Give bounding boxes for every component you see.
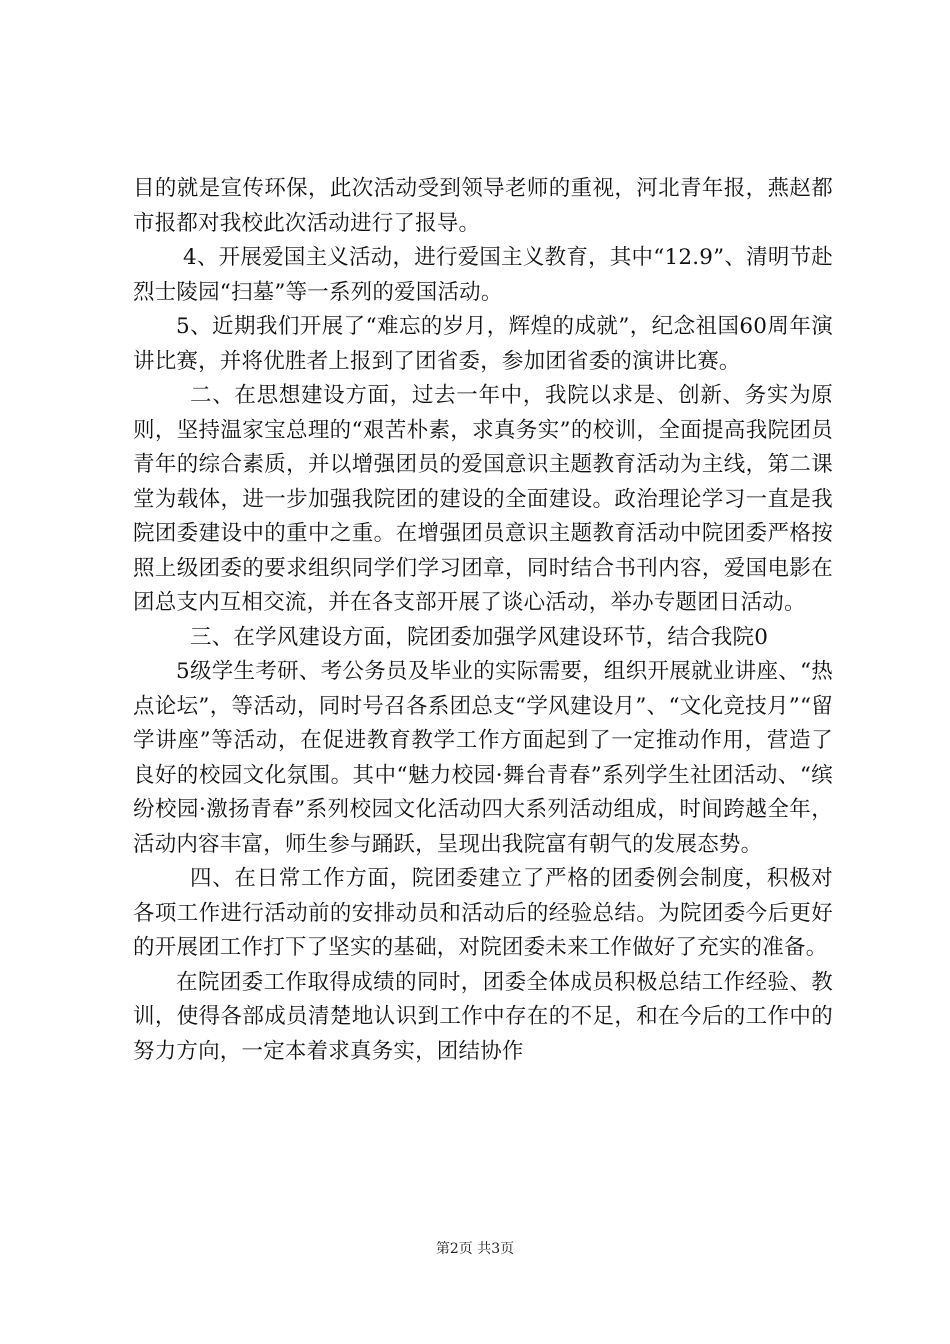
paragraph-2: 4、开展爱国主义活动，进行爱国主义教育，其中“12.9”、清明节赴烈士陵园“扫墓”等一系列的爱国活动。 bbox=[133, 245, 833, 305]
paragraph-1: 目的就是宣传环保，此次活动受到领导老师的重视，河北青年报，燕赵都市报都对我校此次活动进行了报导。 bbox=[133, 176, 833, 236]
page-footer: 第2页 共3页 bbox=[435, 1241, 515, 1257]
paragraph-7: 四、在日常工作方面，院团委建立了严格的团委例会制度，积极对各项工作进行活动前的安排动员和活动后的经验总结。为院团委今后更好的开展团工作打下了坚实的基础，对院团委未来工作做好了充实的准备。 bbox=[133, 866, 833, 960]
paragraph-8: 在院团委工作取得成绩的同时，团委全体成员积极总结工作经验、教训，使得各部成员清楚地认识到工作中存在的不足，和在今后的工作中的努力方向，一定本着求真务实，团结协作 bbox=[133, 969, 833, 1064]
paragraph-3: 5、近期我们开展了“难忘的岁月，辉煌的成就”，纪念祖国60周年演讲比赛，并将优胜者上报到了团省委，参加团省委的演讲比赛。 bbox=[133, 314, 833, 374]
document-body bbox=[133, 172, 833, 1069]
paragraph-5: 三、在学风建设方面，院团委加强学风建设环节，结合我院0 bbox=[190, 624, 769, 650]
paragraph-4: 二、在思想建设方面，过去一年中，我院以求是、创新、务实为原则，坚持温家宝总理的“艰苦朴素，求真务实”的校训，全面提高我院团员青年的综合素质，并以增强团员的爱国意识主题教育活动为主线，第二课堂为载体，进一步加强我院团的建设的全面建设。政治理论学习一直是我院团委建设中的重中之重。在增强团员意识主题教育活动中院团委严格按照上级团委的要求组织同学们学习团章，同时结合书刊内容，爱国电影在团总支内互相交流，并在各支部开展了谈心活动，举办专题团日活动。 bbox=[133, 383, 833, 615]
paragraph-6: 5级学生考研、考公务员及毕业的实际需要，组织开展就业讲座、“热点论坛”，等活动，同时号召各系团总支“学风建设月”、“文化竞技月”“留学讲座”等活动，在促进教育教学工作方面起到了一定推动作用，营造了良好的校园文化氛围。其中“魅力校园·舞台青春”系列学生社团活动、“缤纷校园·激扬青春”系列校园文化活动四大系列活动组成，时间跨越全年，活动内容丰富，师生参与踊跃，呈现出我院富有朝气的发展态势。 bbox=[133, 659, 833, 857]
